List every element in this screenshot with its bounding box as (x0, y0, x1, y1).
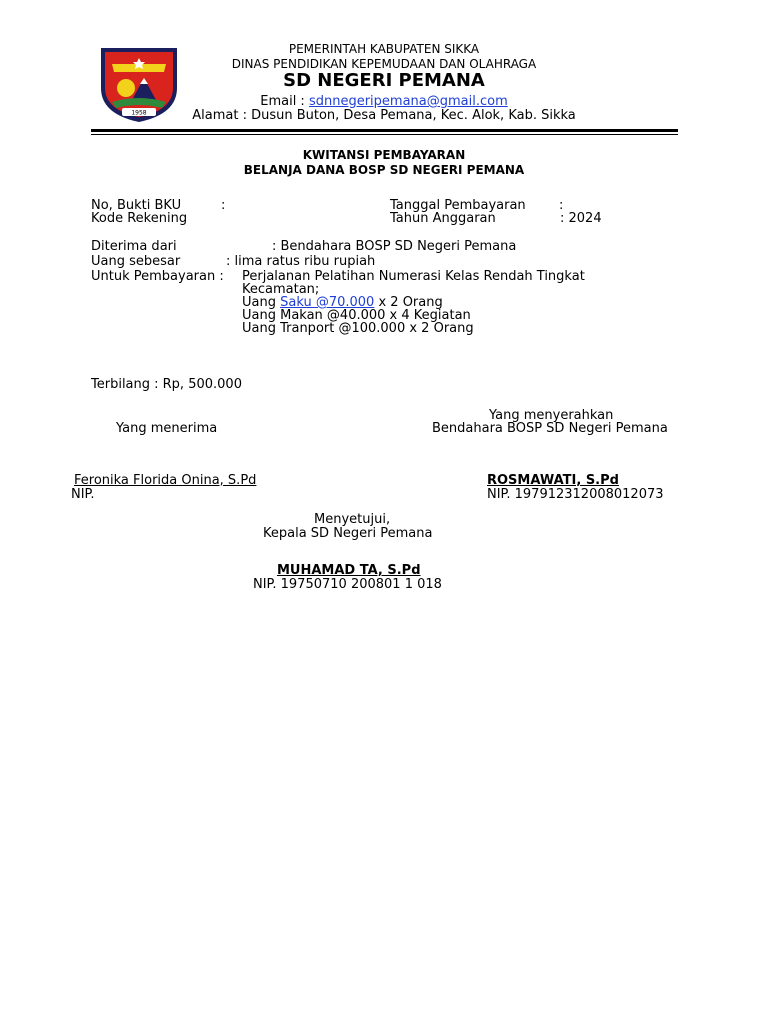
penyerah-nip: NIP. 197912312008012073 (487, 487, 664, 502)
penyerah-title2: Bendahara BOSP SD Negeri Pemana (432, 421, 668, 436)
title-line1: KWITANSI PEMBAYARAN (302, 148, 466, 162)
tanggal-label: Tanggal Pembayaran (390, 198, 526, 213)
tahun-value: : 2024 (560, 211, 602, 226)
header-email-line (184, 94, 584, 109)
no-bukti-label: No, Bukti BKU (91, 198, 182, 213)
header-rule-thin (91, 134, 678, 135)
untuk-label: Untuk Pembayaran : (91, 269, 224, 284)
approve-line1: Menyetujui, (314, 512, 391, 527)
logo-year: 1958 (131, 109, 147, 117)
header-gov: PEMERINTAH KABUPATEN SIKKA (288, 42, 480, 56)
diterima-value: : Bendahara BOSP SD Negeri Pemana (272, 239, 517, 254)
email-link[interactable]: sdnnegeripemana@gmail.com (308, 94, 508, 109)
uang-value: : lima ratus ribu rupiah (226, 254, 376, 269)
header-address: Alamat : Dusun Buton, Desa Pemana, Kec. Alok, Kab. Sikka (192, 108, 576, 123)
item1-prefix: Uang (242, 295, 281, 310)
tanggal-colon: : (559, 198, 564, 213)
diterima-label: Diterima dari (91, 239, 177, 254)
untuk-line2: Kecamatan; (242, 282, 320, 297)
terbilang: Terbilang : Rp, 500.000 (91, 377, 242, 392)
approve-line2: Kepala SD Negeri Pemana (263, 526, 433, 541)
item-uang-makan: Uang Makan @40.000 x 4 Kegiatan (242, 308, 471, 323)
no-bukti-colon: : (221, 198, 226, 213)
penerima-title: Yang menerima (116, 421, 218, 436)
penerima-nip: NIP. (71, 487, 95, 502)
email-label: Email : (260, 94, 309, 109)
penerima-name: Feronika Florida Onina, S.Pd (74, 473, 257, 488)
title-line2: BELANJA DANA BOSP SD NEGERI PEMANA (243, 163, 525, 177)
tahun-label: Tahun Anggaran (390, 211, 496, 226)
uang-label: Uang sebesar (91, 254, 181, 269)
header-rule-thick (91, 129, 678, 132)
kepala-nip: NIP. 19750710 200801 1 018 (253, 577, 442, 592)
kepala-name: MUHAMAD TA, S.Pd (277, 563, 421, 578)
penyerah-name: ROSMAWATI, S.Pd (487, 473, 619, 488)
header-school: SD NEGERI PEMANA (283, 70, 485, 91)
item-uang-transport: Uang Tranport @100.000 x 2 Orang (242, 321, 474, 336)
untuk-line1: Perjalanan Pelatihan Numerasi Kelas Rendah Tingkat (242, 269, 585, 284)
item1-suffix: x 2 Orang (374, 295, 443, 310)
kode-rekening-label: Kode Rekening (91, 211, 188, 226)
penyerah-title1: Yang menyerahkan (489, 408, 614, 423)
header-dept: DINAS PENDIDIKAN KEPEMUDAAN DAN OLAHRAGA (231, 57, 537, 71)
item1-link[interactable]: Saku @70.000 (280, 295, 375, 310)
